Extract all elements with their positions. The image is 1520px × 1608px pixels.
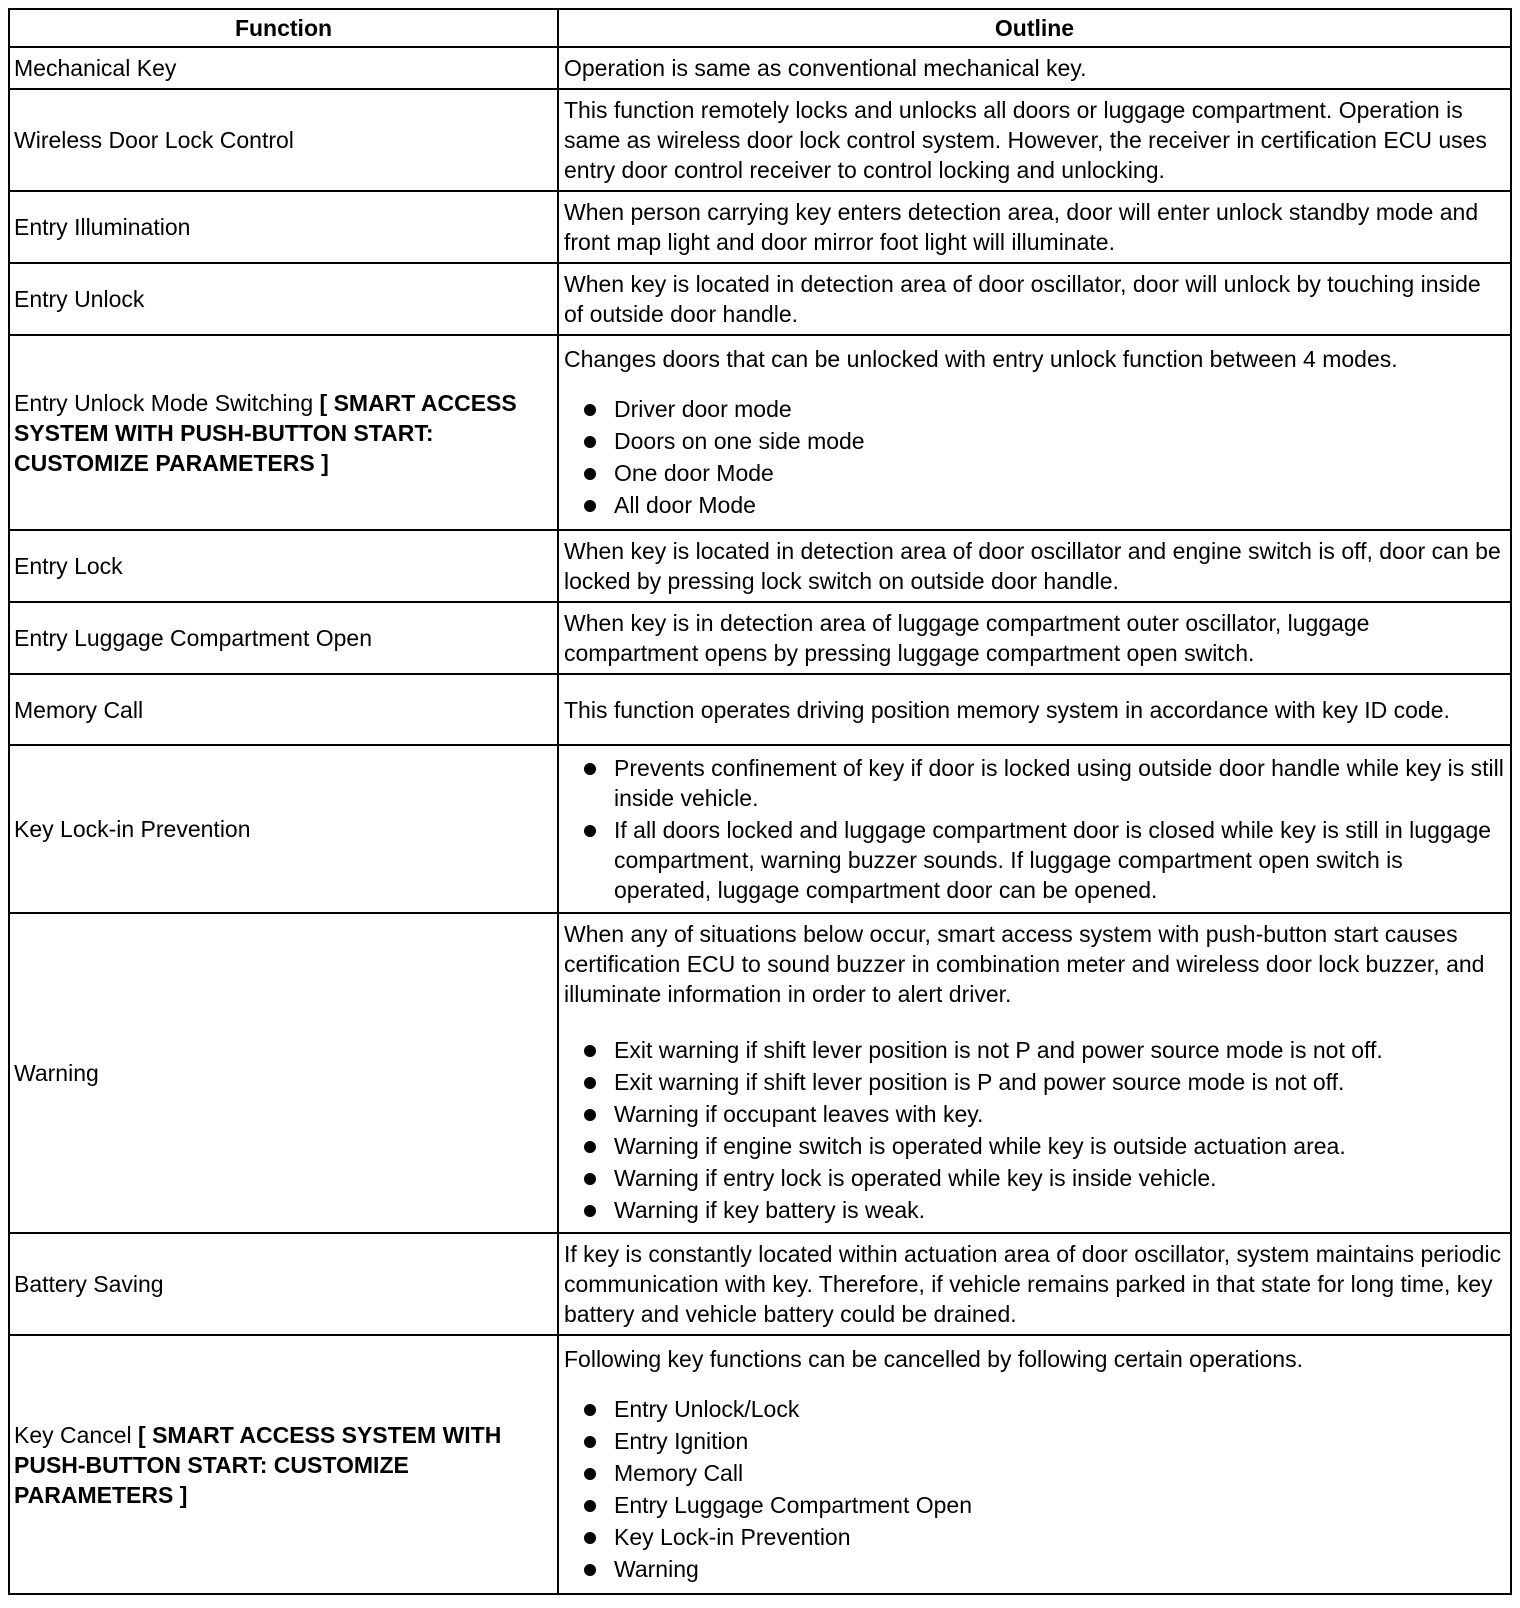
function-cell: Entry Luggage Compartment Open: [9, 602, 558, 674]
function-cell: Wireless Door Lock Control: [9, 89, 558, 191]
list-item: All door Mode: [564, 490, 1506, 520]
function-cell: Entry Unlock: [9, 263, 558, 335]
outline-cell: When person carrying key enters detection area, door will enter unlock standby mode and front map light and door mirror foot light will illuminate.: [558, 191, 1511, 263]
bullet-list: [564, 1035, 1506, 1225]
header-outline: Outline: [558, 9, 1511, 47]
function-cell: Entry Illumination: [9, 191, 558, 263]
list-item: Exit warning if shift lever position is P and power source mode is not off.: [564, 1067, 1506, 1097]
list-item: Entry Unlock/Lock: [564, 1394, 1506, 1424]
table-row: [9, 602, 1511, 674]
function-outline-table: [8, 8, 1512, 1595]
table-row: [9, 47, 1511, 89]
outline-text: Changes doors that can be unlocked with entry unlock function between 4 modes.: [564, 345, 1398, 372]
function-cell: [9, 1335, 558, 1594]
list-item: Prevents confinement of key if door is locked using outside door handle while key is still inside vehicle.: [564, 753, 1506, 813]
function-cell: Entry Lock: [9, 530, 558, 602]
customize-parameters-link[interactable]: [ SMART ACCESS SYSTEM WITH PUSH-BUTTON START: CUSTOMIZE PARAMETERS ]: [14, 389, 517, 476]
table-row: [9, 1233, 1511, 1335]
table-row: [9, 745, 1511, 913]
table-row: [9, 263, 1511, 335]
list-item: Doors on one side mode: [564, 426, 1506, 456]
bullet-list: [564, 394, 1506, 520]
outline-cell: When key is located in detection area of door oscillator and engine switch is off, door can be locked by pressing lock switch on outside door handle.: [558, 530, 1511, 602]
list-item: Warning if key battery is weak.: [564, 1195, 1506, 1225]
function-cell: Battery Saving: [9, 1233, 558, 1335]
list-item: Warning if entry lock is operated while key is inside vehicle.: [564, 1163, 1506, 1193]
outline-text: Following key functions can be cancelled by following certain operations.: [564, 1345, 1303, 1372]
bullet-list: [564, 753, 1506, 905]
function-cell: Warning: [9, 913, 558, 1233]
table-row: [9, 530, 1511, 602]
outline-cell: This function remotely locks and unlocks all doors or luggage compartment. Operation is same as wireless door lock control system. However, the receiver in certification ECU uses entry door control receiver to control locking and unlocking.: [558, 89, 1511, 191]
list-item: Key Lock-in Prevention: [564, 1522, 1506, 1552]
function-name: Key Cancel: [14, 1421, 132, 1448]
outline-cell: [558, 745, 1511, 913]
outline-cell: Operation is same as conventional mechanical key.: [558, 47, 1511, 89]
outline-cell: When key is located in detection area of door oscillator, door will unlock by touching inside of outside door handle.: [558, 263, 1511, 335]
function-name: Entry Unlock Mode Switching: [14, 389, 314, 416]
list-item: One door Mode: [564, 458, 1506, 488]
table-row: [9, 913, 1511, 1233]
table-header-row: [9, 9, 1511, 47]
outline-cell: [558, 913, 1511, 1233]
list-item: Entry Luggage Compartment Open: [564, 1490, 1506, 1520]
header-function: Function: [9, 9, 558, 47]
outline-cell: If key is constantly located within actuation area of door oscillator, system maintains periodic communication with key. Therefore, if vehicle remains parked in that state for long time, key battery and vehicle battery could be drained.: [558, 1233, 1511, 1335]
list-item: Memory Call: [564, 1458, 1506, 1488]
customize-parameters-link[interactable]: [ SMART ACCESS SYSTEM WITH PUSH-BUTTON START: CUSTOMIZE PARAMETERS ]: [14, 1421, 502, 1508]
table-row: [9, 1335, 1511, 1594]
list-item: Driver door mode: [564, 394, 1506, 424]
outline-cell: [558, 1335, 1511, 1594]
outline-cell: [558, 335, 1511, 530]
table-row: [9, 89, 1511, 191]
function-cell: Mechanical Key: [9, 47, 558, 89]
function-cell: Memory Call: [9, 674, 558, 745]
function-cell: [9, 335, 558, 530]
outline-cell: This function operates driving position memory system in accordance with key ID code.: [558, 674, 1511, 745]
table-row: [9, 674, 1511, 745]
list-item: If all doors locked and luggage compartment door is closed while key is still in luggage compartment, warning buzzer sounds. If luggage compartment open switch is operated, luggage compartment door can be opened.: [564, 815, 1506, 905]
list-item: Entry Ignition: [564, 1426, 1506, 1456]
list-item: Warning: [564, 1554, 1506, 1584]
list-item: Exit warning if shift lever position is not P and power source mode is not off.: [564, 1035, 1506, 1065]
function-cell: Key Lock-in Prevention: [9, 745, 558, 913]
table-row: [9, 191, 1511, 263]
outline-text: When any of situations below occur, smart access system with push-button start causes certification ECU to sound buzzer in combination meter and wireless door lock buzzer, and illuminate information in order to alert driver.: [564, 921, 1485, 1007]
outline-cell: When key is in detection area of luggage compartment outer oscillator, luggage compartment opens by pressing luggage compartment open switch.: [558, 602, 1511, 674]
list-item: Warning if engine switch is operated while key is outside actuation area.: [564, 1131, 1506, 1161]
bullet-list: [564, 1394, 1506, 1584]
table-row: [9, 335, 1511, 530]
list-item: Warning if occupant leaves with key.: [564, 1099, 1506, 1129]
